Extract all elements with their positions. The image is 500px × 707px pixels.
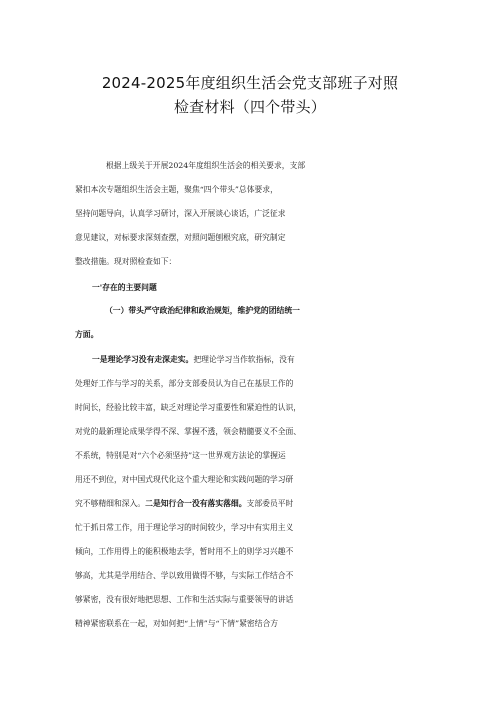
subsection-heading-line-1: （一）带头严守政治纪律和政治规矩，维护党的团结统一	[105, 306, 300, 315]
intro-line: 紧扣本次专题组织生活会主题，聚焦“四个带头”总体要求，	[75, 185, 278, 194]
document-title-line-2: 检查材料（四个带头）	[173, 98, 326, 116]
body-line: 倾向，工作用得上的能积极地去学，暂时用不上的则学习兴趣不	[75, 547, 294, 556]
point-two-lead: 二是知行合一没有落实落细。	[145, 499, 247, 508]
body-line: 时间长，经验比较丰富，缺乏对理论学习重要性和紧迫性的认识，	[75, 403, 302, 412]
subsection-heading-line-2: 方面。	[75, 330, 99, 339]
body-line: 够高，尤其是学用结合、学以致用做得不够，与实际工作结合不	[75, 571, 294, 580]
section-heading: 一'存在的主要问题	[92, 283, 157, 292]
point-one-end: 究不够精细和深入。	[75, 499, 146, 508]
point-one-lead: 一是理论学习没有走深走实。	[92, 355, 194, 364]
body-line: 对党的最新理论成果学得不深、掌握不透，领会精髓要义不全面、	[75, 427, 302, 436]
body-line: 不系统，特别是对“六个必须坚持”这一世界观方法论的掌握运	[75, 451, 286, 460]
intro-line: 坚持问题导向，认真学习研讨，深入开展谈心谈话，广泛征求	[75, 209, 286, 218]
intro-line: 意见建议，对标要求深刻查摆，对照问题刨根究底，研究制定	[75, 233, 286, 242]
point-one-text: 把理论学习当作软指标，没有	[193, 355, 295, 364]
body-line	[75, 498, 500, 509]
intro-line: 根据上级关于开展2024年度组织生活会的相关要求，支部	[106, 161, 306, 170]
document-title-line-1: 2024-2025年度组织生活会党支部班子对照	[101, 74, 399, 92]
body-line: 够紧密，没有很好地把思想、工作和生活实际与重要领导的讲话	[75, 595, 294, 604]
body-line: 忙于抓日常工作，用于理论学习的时间较少，学习中有实用主义	[75, 523, 294, 532]
point-two-text: 支部委员平时	[246, 499, 294, 508]
intro-line: 整改措施。现对照检查如下：	[75, 257, 177, 266]
body-line: 处理好工作与学习的关系，部分支部委员认为自己在基层工作的	[75, 379, 294, 388]
body-line: 用还不到位，对中国式现代化这个重大理论和实践问题的学习研	[75, 475, 294, 484]
body-line: 精神紧密联系在一起，对如何把“上情”与“下情”紧密结合方	[75, 619, 279, 628]
body-line	[92, 354, 500, 365]
